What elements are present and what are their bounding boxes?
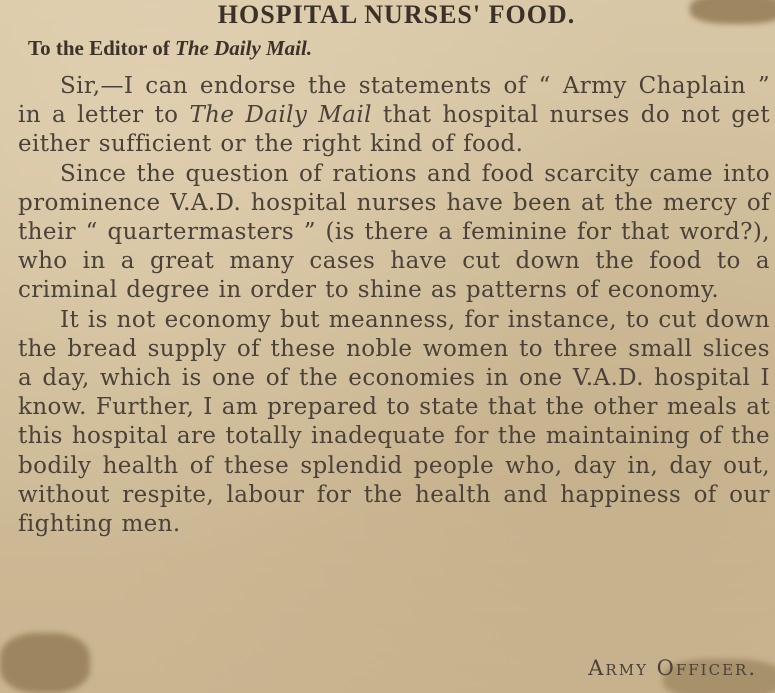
dedication-prefix: To the Editor of (28, 36, 176, 60)
paragraph-1-end: that hospital nurses do not get either sufficient or the right kind of food. (18, 102, 770, 158)
signature: Army Officer. (588, 656, 757, 680)
paragraph-1-newspaper-name: The Daily Mail (189, 102, 372, 129)
paragraph-3: It is not economy but meanness, for instance, to cut down the bread supply of these noble women to three small slices a day, which is one of the economies in one V.A.D. hospital I know. Further, I am prepared to state that the other meals at this hospital are totally inadequate for the maintaining of the bodily health of these splendid people who, day in, day out, without respite, labour for the health and happiness of our fighting men. (18, 306, 770, 538)
headline: HOSPITAL NURSES' FOOD. (217, 0, 576, 29)
newspaper-name: The Daily Mail. (175, 36, 313, 60)
paragraph-2: Since the question of rations and food scarcity came into prominence V.A.D. hospital nurses have been at the mercy of their “ quartermasters ” (is there a feminine for that word?), who in a great many cases have cut down the food to a criminal degree in order to shine as patterns of economy. (18, 160, 770, 304)
letter-body (18, 72, 770, 539)
paper-stain (0, 633, 90, 693)
paragraph-1 (18, 72, 770, 160)
paragraph-1-start: Sir,—I can endorse the statements of “ Army Chaplain ” in a letter to (18, 73, 770, 129)
dedication-line (28, 36, 312, 61)
